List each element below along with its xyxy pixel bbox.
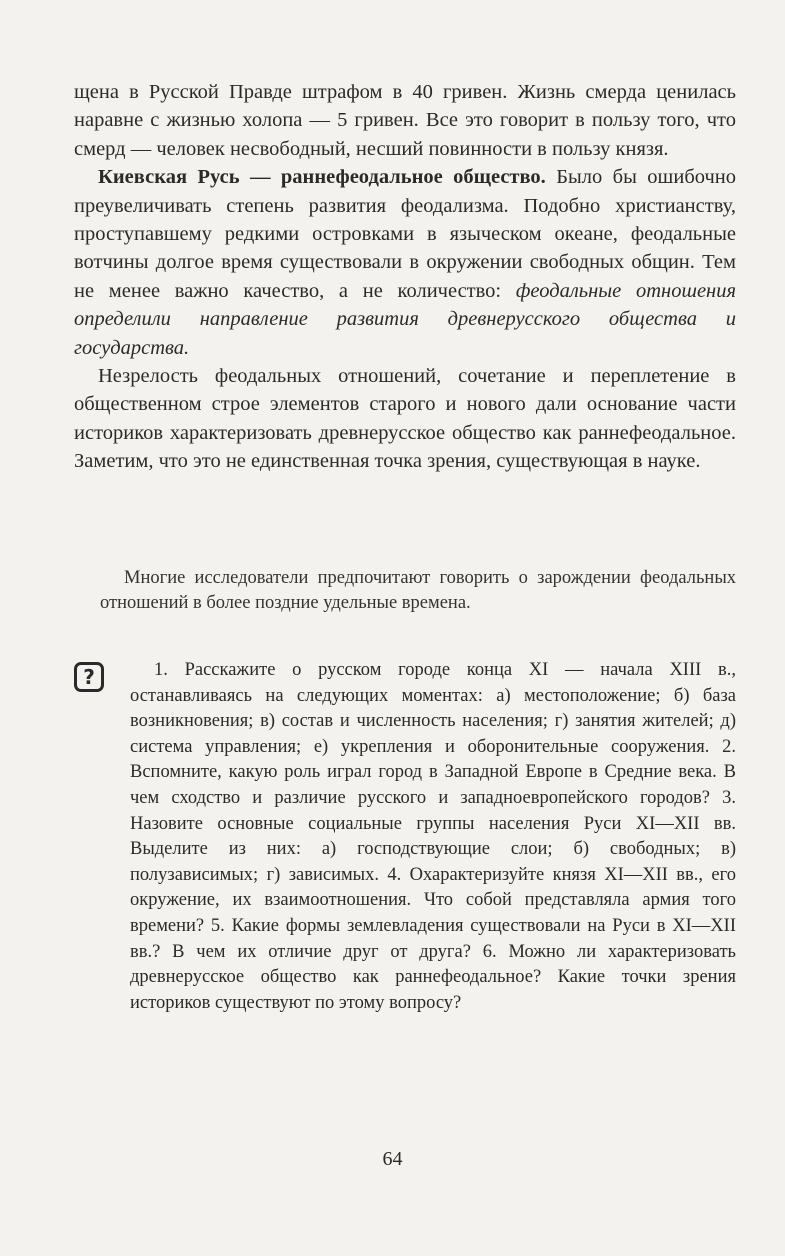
paragraph-3: Незрелость феодальных отношений, сочетание и переплетение в общественном строе элементов старого и нового дали основание части историков характеризовать древнерусское общество как раннефеодальное. Заметим, что это не единственная точка зрения, существующая в науке.	[74, 365, 736, 473]
paragraph-2-italic: феодальные отношения определили направление развития древнерусского общества и государства.	[74, 279, 736, 359]
page-number: 64	[382, 1148, 403, 1170]
main-text	[74, 78, 736, 476]
paragraph-2	[74, 163, 736, 362]
paragraph-2-text: Было бы ошибочно преувеличивать степень развития феодализма. Подобно христианству, проступавшему редкими островками в языческом океане, феодальные вотчины долгое время существовали в окружении свободных общин. Тем не менее важно качество, а не количество:	[74, 166, 736, 302]
review-questions	[130, 658, 736, 1016]
questions-text: 1. Расскажите о русском городе конца XI — начала XIII в., останавливаясь на следующих моментах: а) местоположение; б) база возникновения; в) состав и численность населения; г) занятия жителей; д) система управления; е) укрепления и оборонительные сооружения. 2. Вспомните, какую роль играл город в Западной Европе в Средние века. В чем сходство и различие русского и западноевропейского городов? 3. Назовите основные социальные группы населения Руси XI—XII вв. Выделите из них: а) господствующие слои; б) свободных; в) полузависимых; г) зависимых. 4. Охарактеризуйте князя XI—XII вв., его окружение, их взаимоотношения. Что собой представляла армия того времени? 5. Какие формы землевладения существовали на Руси в XI—XII вв.? В чем их отличие друг от друга? 6. Можно ли характеризовать древнерусское общество как раннефеодальное? Какие точки зрения историков существуют по этому вопросу?	[130, 660, 736, 1013]
paragraph-1: щена в Русской Правде штрафом в 40 гривен. Жизнь смерда ценилась наравне с жизнью холопа — 5 гривен. Все это говорит в пользу того, что смерд — человек несвободный, несший повинности в пользу князя.	[74, 81, 736, 160]
section-heading: Киевская Русь — раннефеодальное общество.	[98, 166, 546, 189]
small-print-note	[100, 566, 736, 616]
question-icon: ?	[74, 662, 104, 692]
note-text: Многие исследователи предпочитают говорить о зарождении феодальных отношений в более поздние удельные времена.	[100, 568, 736, 613]
